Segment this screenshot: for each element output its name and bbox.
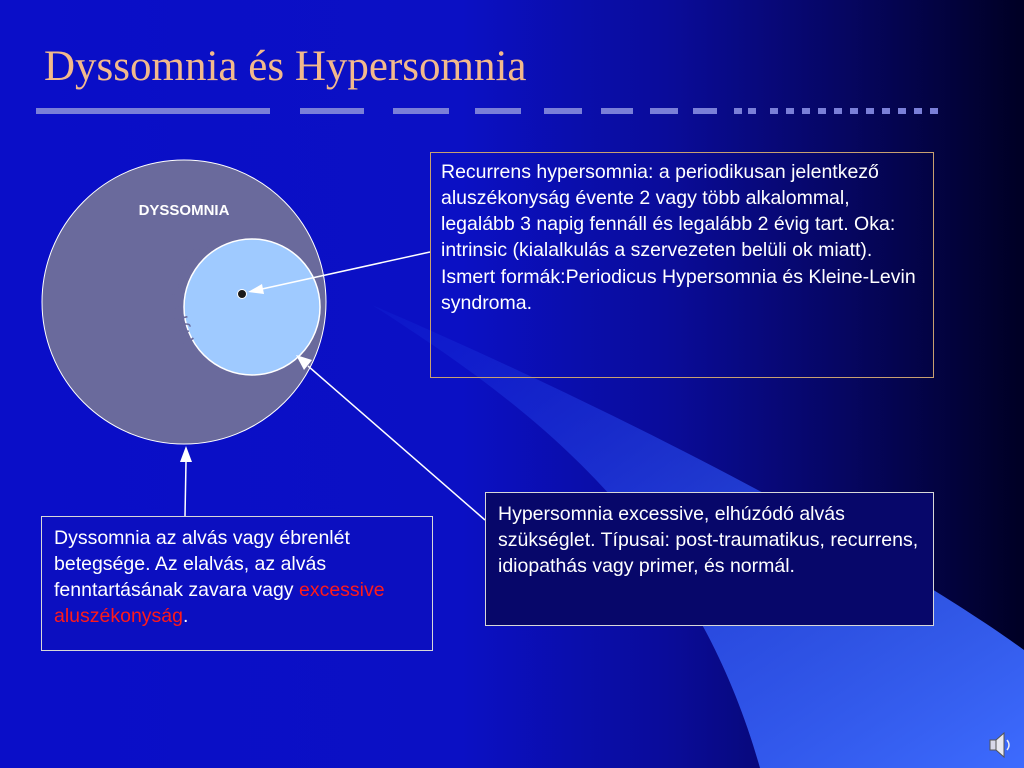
arrowhead-dyssomnia: [180, 446, 192, 462]
connector-dyssomnia: [185, 462, 186, 516]
recurrens-text: Recurrens hypersomnia: a periodikusan jelentkező aluszékonyság évente 2 vagy több alkalommal, legalább 3 napig fennáll és legalább 2 évig tart. Oka: intrinsic (kialalkulás a szervezeten belüli ok miatt). Ismert formák:Periodicus Hypersomnia és Kleine-Levin syndroma.: [441, 161, 916, 314]
hypersomnia-text: Hypersomnia excessive, elhúzódó alvás szükséglet. Típusai: post-traumatikus, recurrens, idiopathás vagy primer, és normál.: [498, 503, 919, 578]
dyssomnia-highlight: excessive aluszékonyság: [54, 579, 385, 628]
title-divider: [36, 108, 938, 114]
recurrens-textbox: [430, 152, 934, 378]
speaker-icon[interactable]: [988, 730, 1014, 760]
hypersomnia-label: Hypersomnia: [165, 231, 220, 349]
dyssomnia-tail: .: [183, 605, 189, 628]
slide-title: Dyssomnia és Hypersomnia: [44, 43, 527, 90]
connector-hypersomnia: [308, 366, 485, 520]
dyssomnia-label: DYSSOMNIA: [138, 202, 230, 219]
center-dot: [238, 290, 247, 299]
dyssomnia-textbox: [41, 516, 433, 651]
hypersomnia-textbox: [485, 492, 934, 626]
dyssomnia-text: Dyssomnia az alvás vagy ébrenlét betegsége. Az elalvás, az alvás fenntartásának zavara vagy: [54, 527, 350, 602]
